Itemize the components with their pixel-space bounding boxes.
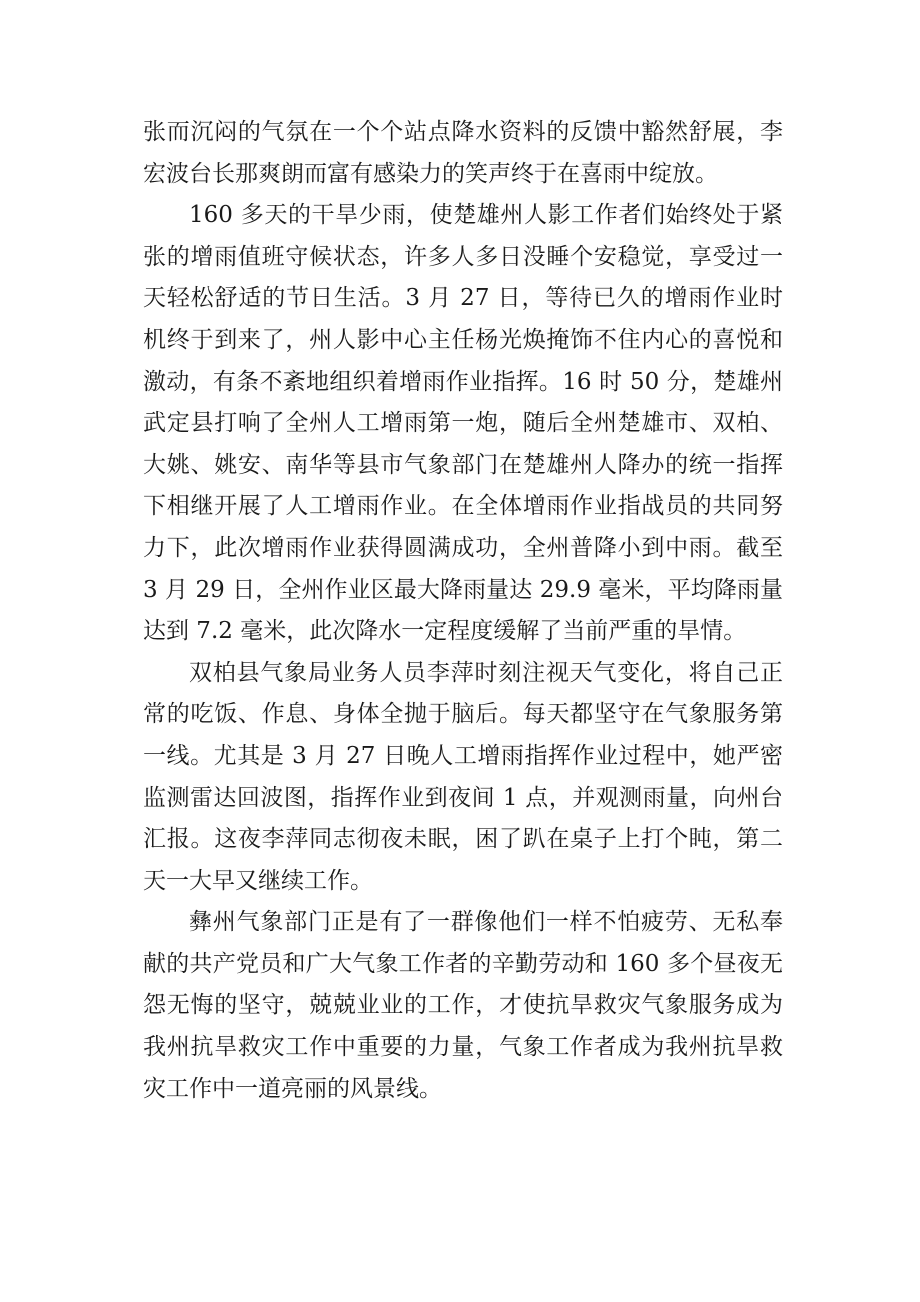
paragraph-continued: 张而沉闷的气氛在一个个站点降水资料的反馈中豁然舒展，李宏波台长那爽朗而富有感染力的笑声终于在喜雨中绽放。: [143, 119, 783, 187]
paragraph-drought-rain-operation: 160 多天的干旱少雨，使楚雄州人影工作者们始终处于紧张的增雨值班守候状态，许多人多日没睡个安稳觉，享受过一天轻松舒适的节日生活。3 月 27 日，等待已久的增雨作业时机终于到来了，州人影中心主任杨光焕掩饰不住内心的喜悦和激动，有条不紊地组织着增雨作业指挥。16 时 50 分，楚雄州武定县打响了全州人工增雨第一炮，随后全州楚雄市、双柏、大姚、姚安、南华等县市气象部门在楚雄州人降办的统一指挥下相继开展了人工增雨作业。在全体增雨作业指战员的共同努力下，此次增雨作业获得圆满成功，全州普降小到中雨。截至 3 月 29 日，全州作业区最大降雨量达 29.9 毫米，平均降雨量达到 7.2 毫米，此次降水一定程度缓解了当前严重的旱情。: [143, 202, 783, 645]
paragraph-li-ping: 双柏县气象局业务人员李萍时刻注视天气变化，将自己正常的吃饭、作息、身体全抛于脑后。每天都坚守在气象服务第一线。尤其是 3 月 27 日晚人工增雨指挥作业过程中，她严密监测雷达回波图，指挥作业到夜间 1 点，并观测雨量，向州台汇报。这夜李萍同志彻夜未眠，困了趴在桌子上打个盹，第二天一大早又继续工作。: [143, 659, 783, 894]
article-body: [143, 112, 783, 1110]
paragraph-conclusion: 彝州气象部门正是有了一群像他们一样不怕疲劳、无私奉献的共产党员和广大气象工作者的辛勤劳动和 160 多个昼夜无怨无悔的坚守，兢兢业业的工作，才使抗旱救灾气象服务成为我州抗旱救灾工作中重要的力量，气象工作者成为我州抗旱救灾工作中一道亮丽的风景线。: [143, 909, 783, 1102]
